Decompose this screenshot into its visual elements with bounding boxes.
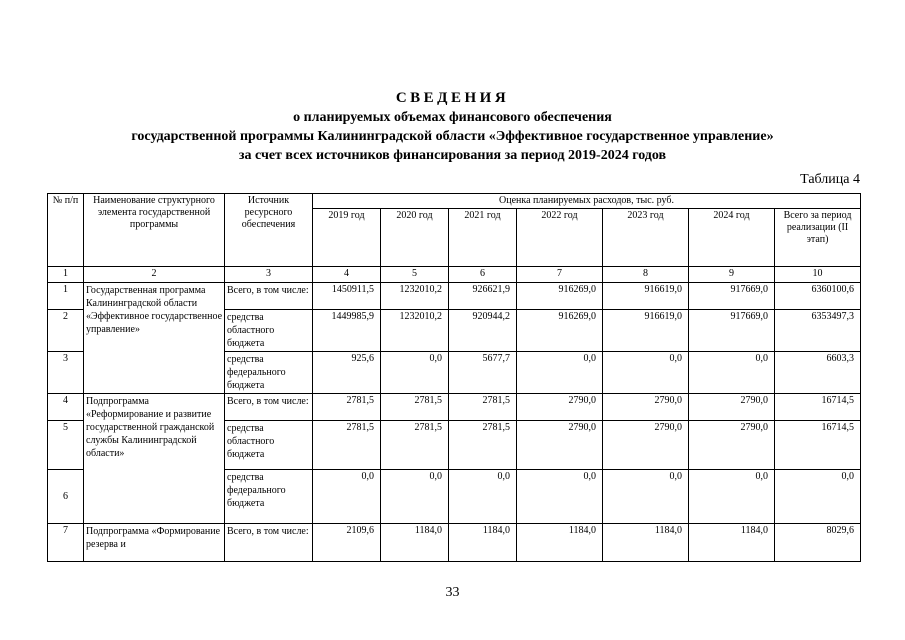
- row-num: 1: [48, 283, 84, 310]
- cell-value: 16714,5: [775, 394, 861, 421]
- header-year: 2022 год: [517, 209, 603, 267]
- financing-table: [47, 193, 861, 562]
- cell-value: 0,0: [689, 470, 775, 524]
- cell-value: 6353497,3: [775, 310, 861, 352]
- column-number: 7: [517, 267, 603, 283]
- column-number: 2: [84, 267, 225, 283]
- header-year: 2023 год: [603, 209, 689, 267]
- cell-value: 0,0: [775, 470, 861, 524]
- header-num: № п/п: [48, 194, 84, 267]
- cell-value: 916619,0: [603, 283, 689, 310]
- column-number: 10: [775, 267, 861, 283]
- header-year: 2020 год: [381, 209, 449, 267]
- cell-value: 2790,0: [517, 421, 603, 470]
- header-estimate: Оценка планируемых расходов, тыс. руб.: [313, 194, 861, 209]
- cell-value: 1184,0: [449, 524, 517, 562]
- cell-value: 8029,6: [775, 524, 861, 562]
- cell-value: 0,0: [381, 352, 449, 394]
- row-num: 6: [48, 470, 84, 524]
- cell-value: 0,0: [517, 352, 603, 394]
- cell-value: 16714,5: [775, 421, 861, 470]
- header-name: Наименование структурного элемента государственной программы: [84, 194, 225, 267]
- title-line-2: государственной программы Калининградской области «Эффективное государственное управление»: [131, 129, 774, 144]
- cell-value: 2781,5: [313, 394, 381, 421]
- cell-value: 2781,5: [381, 394, 449, 421]
- page-number: 33: [445, 585, 460, 600]
- cell-value: 917669,0: [689, 283, 775, 310]
- cell-value: 0,0: [603, 470, 689, 524]
- row-num: 4: [48, 394, 84, 421]
- row-num: 7: [48, 524, 84, 562]
- row-source: средства федерального бюджета: [225, 470, 313, 524]
- row-source: Всего, в том числе:: [225, 283, 313, 310]
- title-line-1: о планируемых объемах финансового обеспечения: [293, 110, 612, 125]
- row-num: 2: [48, 310, 84, 352]
- cell-value: 6360100,6: [775, 283, 861, 310]
- cell-value: 2790,0: [517, 394, 603, 421]
- cell-value: 920944,2: [449, 310, 517, 352]
- cell-value: 916269,0: [517, 310, 603, 352]
- cell-value: 2781,5: [449, 421, 517, 470]
- subprogram-name: Подпрограмма «Реформирование и развитие государственной гражданской службы Калининградской области»: [84, 394, 225, 524]
- cell-value: 2781,5: [381, 421, 449, 470]
- column-number: 9: [689, 267, 775, 283]
- row-source: средства областного бюджета: [225, 421, 313, 470]
- cell-value: 0,0: [381, 470, 449, 524]
- header-row-1: [48, 194, 861, 209]
- column-number: 6: [449, 267, 517, 283]
- row-source: Всего, в том числе:: [225, 394, 313, 421]
- table-row: [48, 283, 861, 310]
- cell-value: 2790,0: [689, 421, 775, 470]
- row-source: средства областного бюджета: [225, 310, 313, 352]
- header-year: 2019 год: [313, 209, 381, 267]
- program-name: Государственная программа Калининградской области «Эффективное государственное управление»: [84, 283, 225, 394]
- title-line-3: за счет всех источников финансирования за период 2019-2024 годов: [238, 148, 667, 163]
- table-row: [48, 394, 861, 421]
- cell-value: 1232010,2: [381, 310, 449, 352]
- cell-value: 1184,0: [517, 524, 603, 562]
- column-number-row: [48, 267, 861, 283]
- title-main: СВЕДЕНИЯ: [395, 90, 510, 106]
- cell-value: 917669,0: [689, 310, 775, 352]
- cell-value: 916269,0: [517, 283, 603, 310]
- cell-value: 0,0: [449, 470, 517, 524]
- row-source: Всего, в том числе:: [225, 524, 313, 562]
- cell-value: 6603,3: [775, 352, 861, 394]
- cell-value: 916619,0: [603, 310, 689, 352]
- cell-value: 0,0: [517, 470, 603, 524]
- row-source: средства федерального бюджета: [225, 352, 313, 394]
- header-total: Всего за период реализации (II этап): [775, 209, 861, 267]
- cell-value: 2109,6: [313, 524, 381, 562]
- cell-value: 2790,0: [689, 394, 775, 421]
- column-number: 5: [381, 267, 449, 283]
- column-number: 4: [313, 267, 381, 283]
- document-title: [0, 89, 905, 165]
- cell-value: 2790,0: [603, 394, 689, 421]
- cell-value: 0,0: [603, 352, 689, 394]
- header-year: 2024 год: [689, 209, 775, 267]
- row-num: 3: [48, 352, 84, 394]
- column-number: 1: [48, 267, 84, 283]
- header-source: Источник ресурсного обеспечения: [225, 194, 313, 267]
- table-row: [48, 524, 861, 562]
- column-number: 8: [603, 267, 689, 283]
- cell-value: 2781,5: [449, 394, 517, 421]
- cell-value: 2781,5: [313, 421, 381, 470]
- cell-value: 1184,0: [381, 524, 449, 562]
- cell-value: 5677,7: [449, 352, 517, 394]
- table-label: Таблица 4: [800, 172, 860, 187]
- cell-value: 1449985,9: [313, 310, 381, 352]
- cell-value: 1184,0: [689, 524, 775, 562]
- cell-value: 0,0: [313, 470, 381, 524]
- column-number: 3: [225, 267, 313, 283]
- cell-value: 925,6: [313, 352, 381, 394]
- header-year: 2021 год: [449, 209, 517, 267]
- cell-value: 1232010,2: [381, 283, 449, 310]
- cell-value: 1184,0: [603, 524, 689, 562]
- row-num: 5: [48, 421, 84, 470]
- cell-value: 2790,0: [603, 421, 689, 470]
- subprogram-name: Подпрограмма «Формирование резерва и: [84, 524, 225, 562]
- cell-value: 0,0: [689, 352, 775, 394]
- cell-value: 926621,9: [449, 283, 517, 310]
- cell-value: 1450911,5: [313, 283, 381, 310]
